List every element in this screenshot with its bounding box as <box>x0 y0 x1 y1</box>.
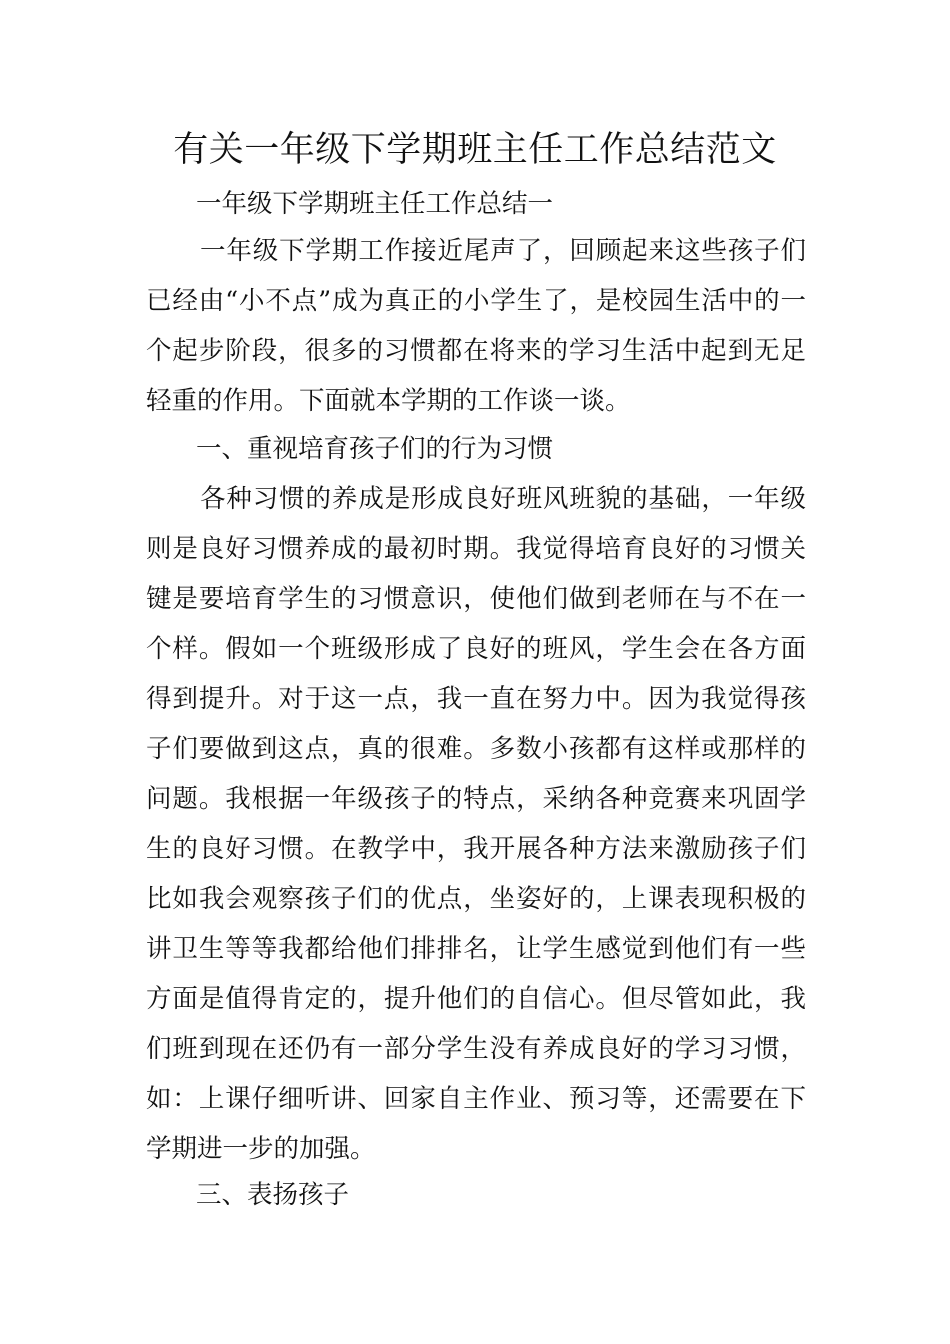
paragraph-intro: 一年级下学期工作接近尾声了，回顾起来这些孩子们已经由“小不点”成为真正的小学生了，是校园生活中的一个起步阶段，很多的习惯都在将来的学习生活中起到无足轻重的作用。下面就本学期的工作谈一谈。 <box>146 236 806 416</box>
document-subtitle: 一年级下学期班主任工作总结一 <box>196 189 554 219</box>
paragraph-habits: 各种习惯的养成是形成良好班风班貌的基础，一年级则是良好习惯养成的最初时期。我觉得培育良好的习惯关键是要培育学生的习惯意识，使他们做到老师在与不在一个样。假如一个班级形成了良好的班风，学生会在各方面得到提升。对于这一点，我一直在努力中。因为我觉得孩子们要做到这点，真的很难。多数小孩都有这样或那样的问题。我根据一年级孩子的特点，采纳各种竞赛来巩固学生的良好习惯。在教学中，我开展各种方法来激励孩子们比如我会观察孩子们的优点，坐姿好的，上课表现积极的讲卫生等等我都给他们排排名，让学生感觉到他们有一些方面是值得肯定的，提升他们的自信心。但尽管如此，我们班到现在还仍有一部分学生没有养成良好的学习习惯，如：上课仔细听讲、回家自主作业、预习等，还需要在下学期进一步的加强。 <box>146 484 806 1164</box>
section-heading-praise: 三、表扬孩子 <box>196 1180 350 1210</box>
document-title: 有关一年级下学期班主任工作总结范文 <box>173 130 777 170</box>
section-heading-habits: 一、重视培育孩子们的行为习惯 <box>196 434 554 464</box>
